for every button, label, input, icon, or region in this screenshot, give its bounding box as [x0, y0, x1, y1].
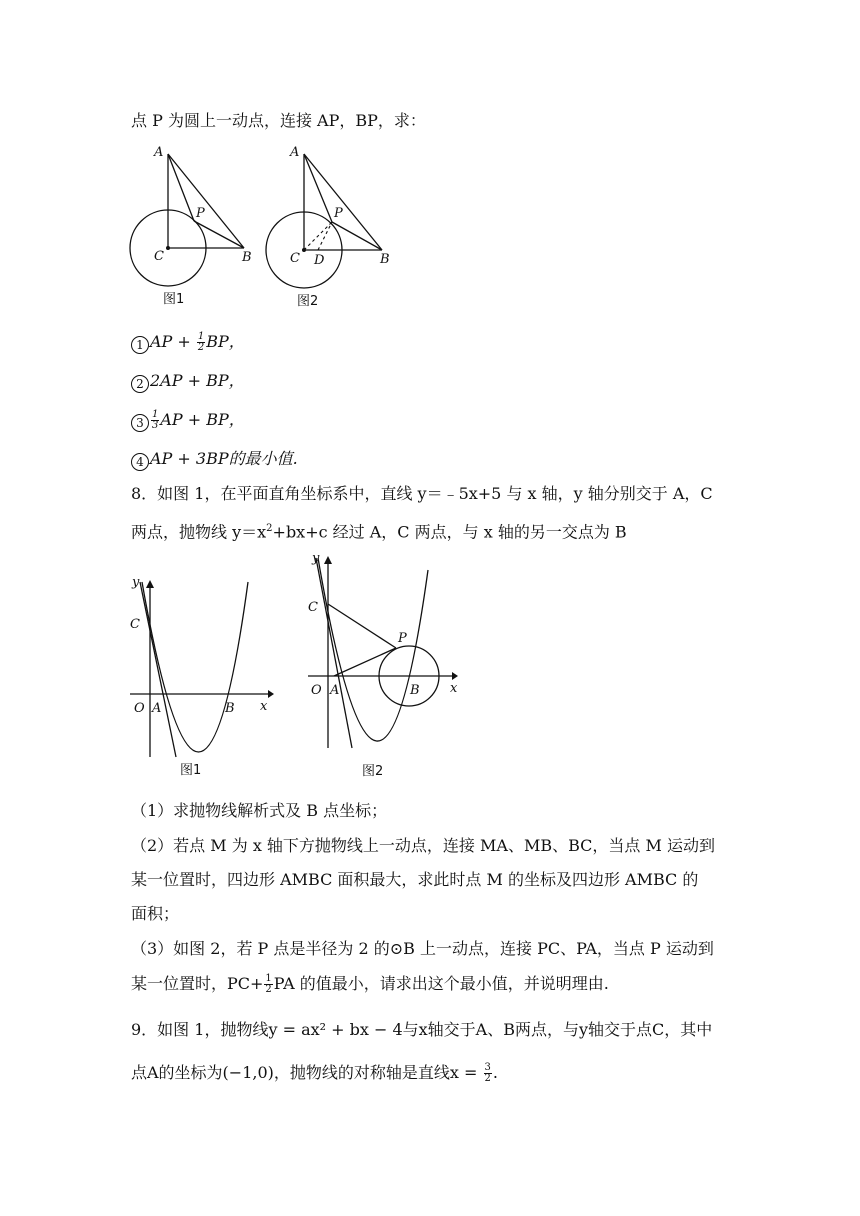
q9-line1: 9．如图 1，抛物线y = ax² + bx − 4与x轴交于A、B两点，与y轴交于点C，其中: [131, 1020, 713, 1039]
q8-part2-line1: （2）若点 M 为 x 轴下方抛物线上一动点，连接 MA、MB、BC，当点 M 运动到: [131, 836, 715, 855]
label-a: A: [290, 145, 300, 160]
q8-part1: （1）求抛物线解析式及 B 点坐标；: [131, 801, 388, 820]
label-o: O: [311, 683, 322, 698]
label-b: B: [225, 701, 235, 716]
q8-line2: 两点，抛物线 $y=x^2+bx+c$ 经过 A，C 两点，与 x 轴的另一交点为 B: [131, 522, 627, 542]
segment-cp-dashed: [304, 222, 332, 250]
y-axis-arrow: [146, 580, 154, 588]
caption-fig2: 图2: [362, 764, 384, 779]
line-ac: [140, 582, 176, 757]
label-p: P: [334, 206, 343, 221]
segment-pb: [194, 221, 244, 248]
figure-circle-2: [262, 140, 402, 312]
x-axis-arrow: [268, 690, 274, 698]
q8-line1: 8．如图 1，在平面直角坐标系中，直线 y＝﹣5x+5 与 x 轴，y 轴分别交于 A，C: [131, 484, 713, 503]
label-b: B: [242, 250, 252, 265]
label-d: D: [314, 253, 325, 268]
label-b: B: [410, 683, 420, 698]
figure-parabola-2: [300, 548, 475, 783]
label-p: P: [398, 631, 407, 646]
q9-line2: 点A的坐标为(−1,0)，抛物线的对称轴是直线x = $\frac{3}{2}$ .: [131, 1062, 498, 1084]
label-a: A: [152, 701, 162, 716]
q8-part3-line1: （3）如图 2，若 P 点是半径为 2 的⊙B 上一动点，连接 PC、PA，当点 P 运动到: [131, 939, 714, 958]
point-c: [302, 248, 306, 252]
label-x: x: [450, 681, 458, 696]
figure-circle-1: [126, 140, 256, 310]
intro-text: 点 P 为圆上一动点，连接 AP，BP，求：: [131, 111, 426, 130]
item-4: 4 AP + 3BP的最小值.: [131, 448, 298, 471]
label-y: y: [312, 551, 320, 566]
item-3: 3 $\frac{1}{3}$ AP + BP，: [131, 409, 245, 432]
label-c: C: [290, 251, 300, 266]
x-axis-arrow: [452, 672, 458, 680]
segment-ap: [168, 154, 194, 221]
label-b: B: [380, 252, 390, 267]
label-y: y: [132, 575, 140, 590]
q8-part2-line2: 某一位置时，四边形 AMBC 面积最大，求此时点 M 的坐标及四边形 AMBC 的: [131, 870, 699, 889]
label-p: P: [196, 206, 205, 221]
segment-ab: [304, 154, 382, 250]
parabola-curve: [318, 558, 428, 741]
label-o: O: [134, 701, 145, 716]
caption-fig1: 图1: [163, 292, 185, 307]
label-c: C: [308, 600, 318, 615]
item-2: 2 2AP + BP，: [131, 370, 245, 393]
label-x: x: [260, 699, 268, 714]
label-a: A: [154, 145, 164, 160]
line-ac: [316, 558, 352, 748]
caption-fig1: 图1: [180, 763, 202, 778]
q8-part2-line3: 面积；: [131, 904, 180, 923]
segment-pa: [334, 648, 396, 676]
segment-ab: [168, 154, 244, 248]
label-c: C: [130, 617, 140, 632]
item-1: 1 AP + $\frac{1}{2}$ BP，: [131, 331, 245, 354]
label-a: A: [330, 683, 340, 698]
segment-dp-dashed: [318, 222, 332, 250]
point-c: [166, 246, 170, 250]
figure-parabola-1: [120, 572, 280, 782]
segment-cp: [328, 604, 396, 648]
y-axis-arrow: [324, 556, 332, 564]
label-c: C: [154, 249, 164, 264]
caption-fig2: 图2: [297, 294, 319, 309]
q8-part3-line2: 某一位置时，PC+ $\frac{1}{2}$ PA 的值最小，请求出这个最小值，并说明理由.: [131, 973, 609, 995]
